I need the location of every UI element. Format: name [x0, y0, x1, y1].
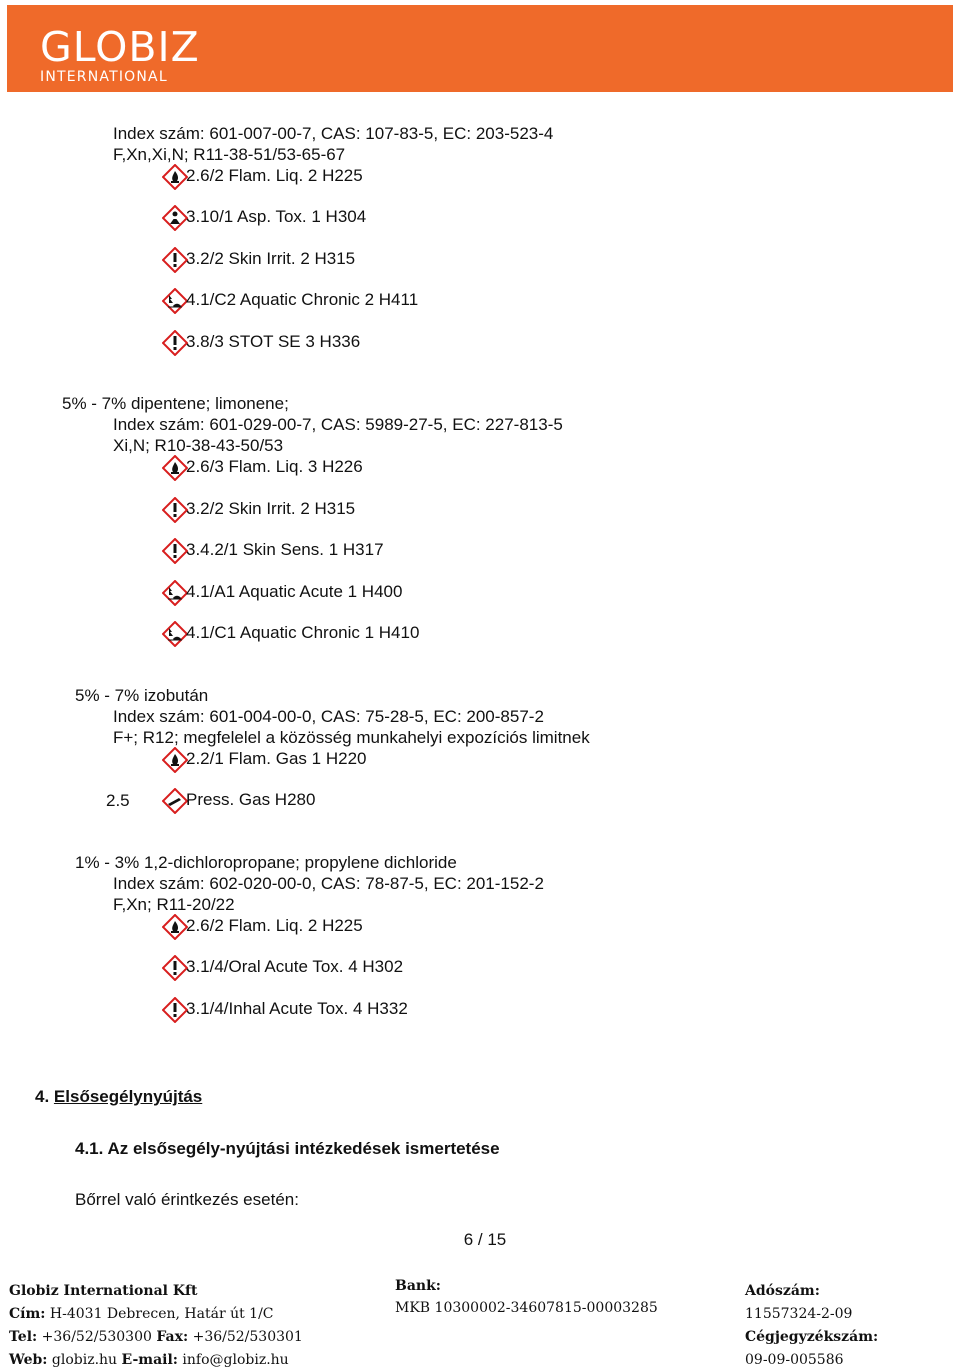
block3-title: 5% - 7% izobután	[75, 686, 209, 705]
web-label: Web:	[9, 1352, 48, 1368]
page-header-banner	[7, 5, 953, 92]
block4-index-line: Index szám: 602-020-00-0, CAS: 78-87-5, EC: 201-152-2	[113, 874, 544, 893]
fax-label: Fax:	[156, 1329, 189, 1345]
health-hazard-icon	[162, 205, 188, 231]
logo-sub-text: INTERNATIONAL	[40, 69, 168, 85]
gas-cylinder-icon	[162, 788, 188, 814]
hazard-text: 3.10/1 Asp. Tox. 1 H304	[186, 207, 367, 226]
block3-classification-line: F+; R12; megfelelel a közösség munkahelyi expozíciós limitnek	[113, 728, 590, 747]
hazard-text: 2.6/2 Flam. Liq. 2 H225	[186, 916, 363, 935]
reg-number: 09-09-005586	[745, 1352, 844, 1368]
tel-label: Tel:	[9, 1329, 38, 1345]
section-number: 4.	[35, 1087, 50, 1106]
bank-account: MKB 10300002-34607815-00003285	[395, 1300, 658, 1316]
flame-icon	[162, 914, 188, 940]
exclamation-icon	[162, 538, 188, 564]
section-heading	[35, 1087, 202, 1107]
hazard-text: 2.6/2 Flam. Liq. 2 H225	[186, 166, 363, 185]
tax-number: 11557324-2-09	[745, 1306, 853, 1322]
logo-main-text: GLOBIZ	[40, 23, 200, 71]
page-number: 6 / 15	[463, 1230, 507, 1249]
exclamation-icon	[162, 247, 188, 273]
fax-value: +36/52/530301	[192, 1329, 303, 1345]
environment-icon	[162, 288, 188, 314]
subsection-heading	[75, 1139, 500, 1159]
block3-index-line: Index szám: 601-004-00-0, CAS: 75-28-5, EC: 200-857-2	[113, 707, 544, 726]
section-title: Elsősegélynyújtás	[53, 1087, 203, 1106]
hazard-text: 2.6/3 Flam. Liq. 3 H226	[186, 457, 363, 476]
exclamation-icon	[162, 497, 188, 523]
hazard-text: 4.1/A1 Aquatic Acute 1 H400	[186, 582, 403, 601]
gas-category-number: 2.5	[106, 791, 130, 810]
block1-index-line: Index szám: 601-007-00-7, CAS: 107-83-5, EC: 203-523-4	[113, 124, 554, 143]
block4-title: 1% - 3% 1,2-dichloropropane; propylene dichloride	[75, 853, 457, 872]
bank-label: Bank:	[395, 1278, 441, 1294]
block2-classification-line: Xi,N; R10-38-43-50/53	[113, 436, 284, 455]
tel-value: +36/52/530300	[41, 1329, 152, 1345]
flame-icon	[162, 164, 188, 190]
hazard-text: Press. Gas H280	[186, 790, 316, 809]
environment-icon	[162, 621, 188, 647]
footer-company: Globiz International Kft	[9, 1283, 198, 1299]
block2-index-line: Index szám: 601-029-00-7, CAS: 5989-27-5, EC: 227-813-5	[113, 415, 563, 434]
address-value: H-4031 Debrecen, Határ út 1/C	[49, 1306, 274, 1322]
block2-title: 5% - 7% dipentene; limonene;	[62, 394, 289, 413]
hazard-text: 3.2/2 Skin Irrit. 2 H315	[186, 499, 356, 518]
address-label: Cím:	[9, 1306, 46, 1322]
exclamation-icon	[162, 997, 188, 1023]
hazard-text: 4.1/C2 Aquatic Chronic 2 H411	[186, 290, 419, 309]
email-label: E-mail:	[121, 1352, 178, 1368]
footer-web	[9, 1351, 289, 1369]
skin-contact-label: Bőrrel való érintkezés esetén:	[75, 1190, 299, 1209]
hazard-text: 4.1/C1 Aquatic Chronic 1 H410	[186, 623, 420, 642]
hazard-text: 3.4.2/1 Skin Sens. 1 H317	[186, 540, 384, 559]
subsection-title: Az elsősegély-nyújtási intézkedések ismertetése	[107, 1139, 500, 1158]
company-logo	[40, 23, 200, 85]
flame-icon	[162, 455, 188, 481]
hazard-text: 3.8/3 STOT SE 3 H336	[186, 332, 361, 351]
exclamation-icon	[162, 330, 188, 356]
hazard-text: 2.2/1 Flam. Gas 1 H220	[186, 749, 367, 768]
hazard-text: 3.1/4/Oral Acute Tox. 4 H302	[186, 957, 404, 976]
hazard-text: 3.1/4/Inhal Acute Tox. 4 H332	[186, 999, 408, 1018]
exclamation-icon	[162, 955, 188, 981]
flame-icon	[162, 747, 188, 773]
tax-label: Adószám:	[745, 1283, 820, 1299]
block1-classification-line: F,Xn,Xi,N; R11-38-51/53-65-67	[113, 145, 346, 164]
reg-label: Cégjegyzékszám:	[745, 1329, 879, 1345]
block4-classification-line: F,Xn; R11-20/22	[113, 895, 235, 914]
email-link[interactable]: info@globiz.hu	[182, 1352, 289, 1368]
footer-address	[9, 1305, 274, 1323]
footer-phone	[9, 1328, 303, 1346]
hazard-text: 3.2/2 Skin Irrit. 2 H315	[186, 249, 356, 268]
environment-icon	[162, 580, 188, 606]
subsection-number: 4.1.	[75, 1139, 104, 1158]
web-link[interactable]: globiz.hu	[51, 1352, 118, 1368]
